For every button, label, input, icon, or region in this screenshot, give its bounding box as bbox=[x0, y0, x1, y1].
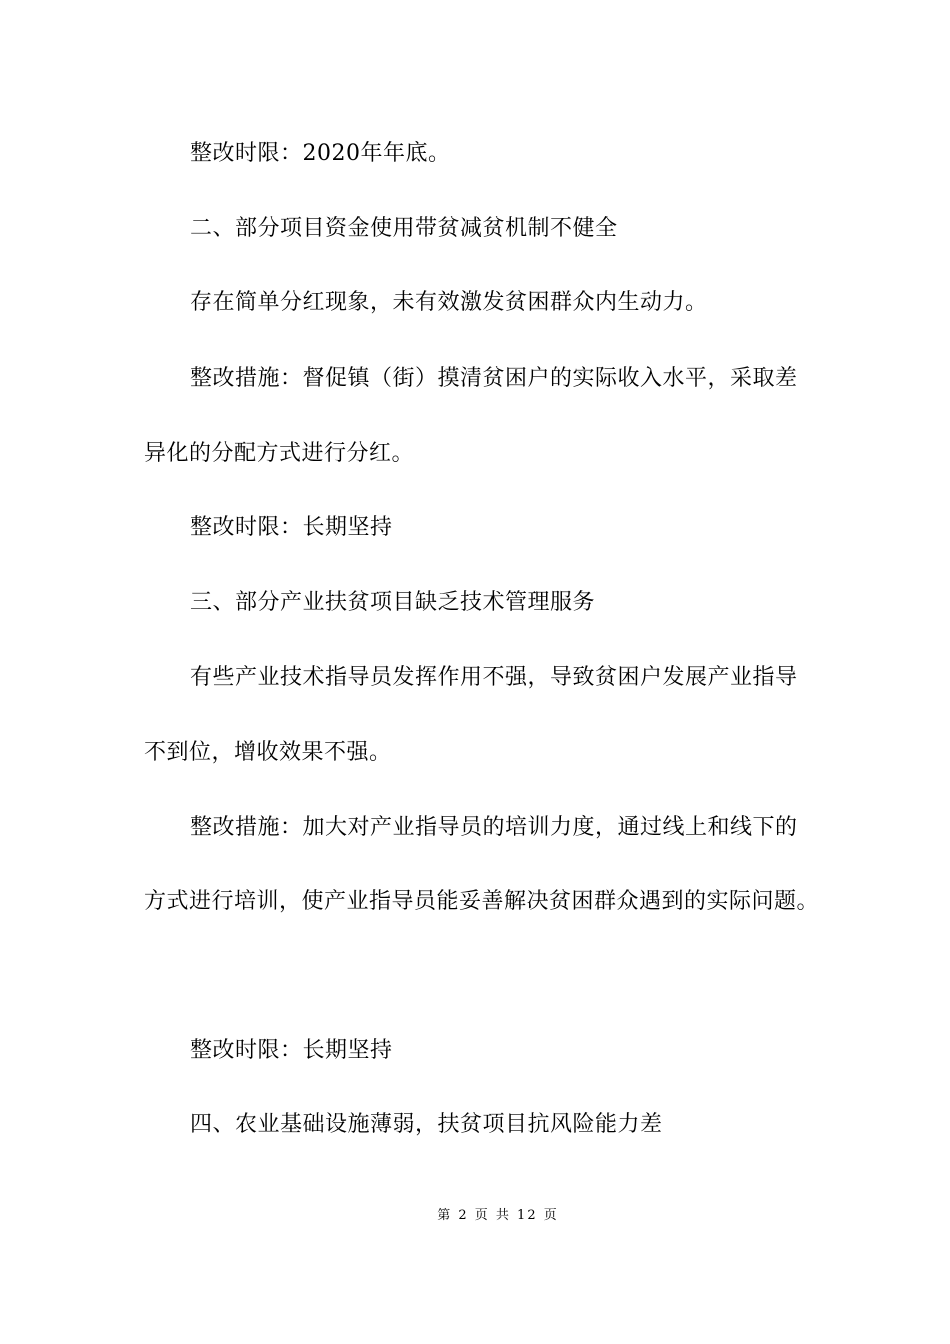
heading-section-3: 三、部分产业扶贫项目缺乏技术管理服务 bbox=[190, 590, 596, 615]
paragraph-issue-2: 存在简单分红现象，未有效激发贫困群众内生动力。 bbox=[190, 290, 708, 315]
paragraph-measure-3-line-1: 整改措施：加大对产业指导员的培训力度，通过线上和线下的 bbox=[190, 815, 798, 840]
heading-section-2: 二、部分项目资金使用带贫减贫机制不健全 bbox=[190, 216, 618, 241]
paragraph-issue-3-line-2: 不到位，增收效果不强。 bbox=[144, 740, 392, 765]
heading-section-4: 四、农业基础设施薄弱，扶贫项目抗风险能力差 bbox=[190, 1112, 663, 1137]
paragraph-measure-2-line-2: 异化的分配方式进行分红。 bbox=[144, 441, 415, 466]
page-number-footer: 第 2 页 共 12 页 bbox=[437, 1208, 559, 1223]
paragraph-deadline-3: 整改时限：长期坚持 bbox=[190, 1038, 393, 1063]
paragraph-measure-3-line-2: 方式进行培训，使产业指导员能妥善解决贫困群众遇到的实际问题。 bbox=[144, 889, 820, 914]
paragraph-deadline-2: 整改时限：长期坚持 bbox=[190, 515, 393, 540]
paragraph-measure-2-line-1: 整改措施：督促镇（街）摸清贫困户的实际收入水平，采取差 bbox=[190, 366, 798, 391]
paragraph-deadline-1: 整改时限：2020年年底。 bbox=[190, 141, 451, 166]
paragraph-issue-3-line-1: 有些产业技术指导员发挥作用不强，导致贫困户发展产业指导 bbox=[190, 665, 798, 690]
